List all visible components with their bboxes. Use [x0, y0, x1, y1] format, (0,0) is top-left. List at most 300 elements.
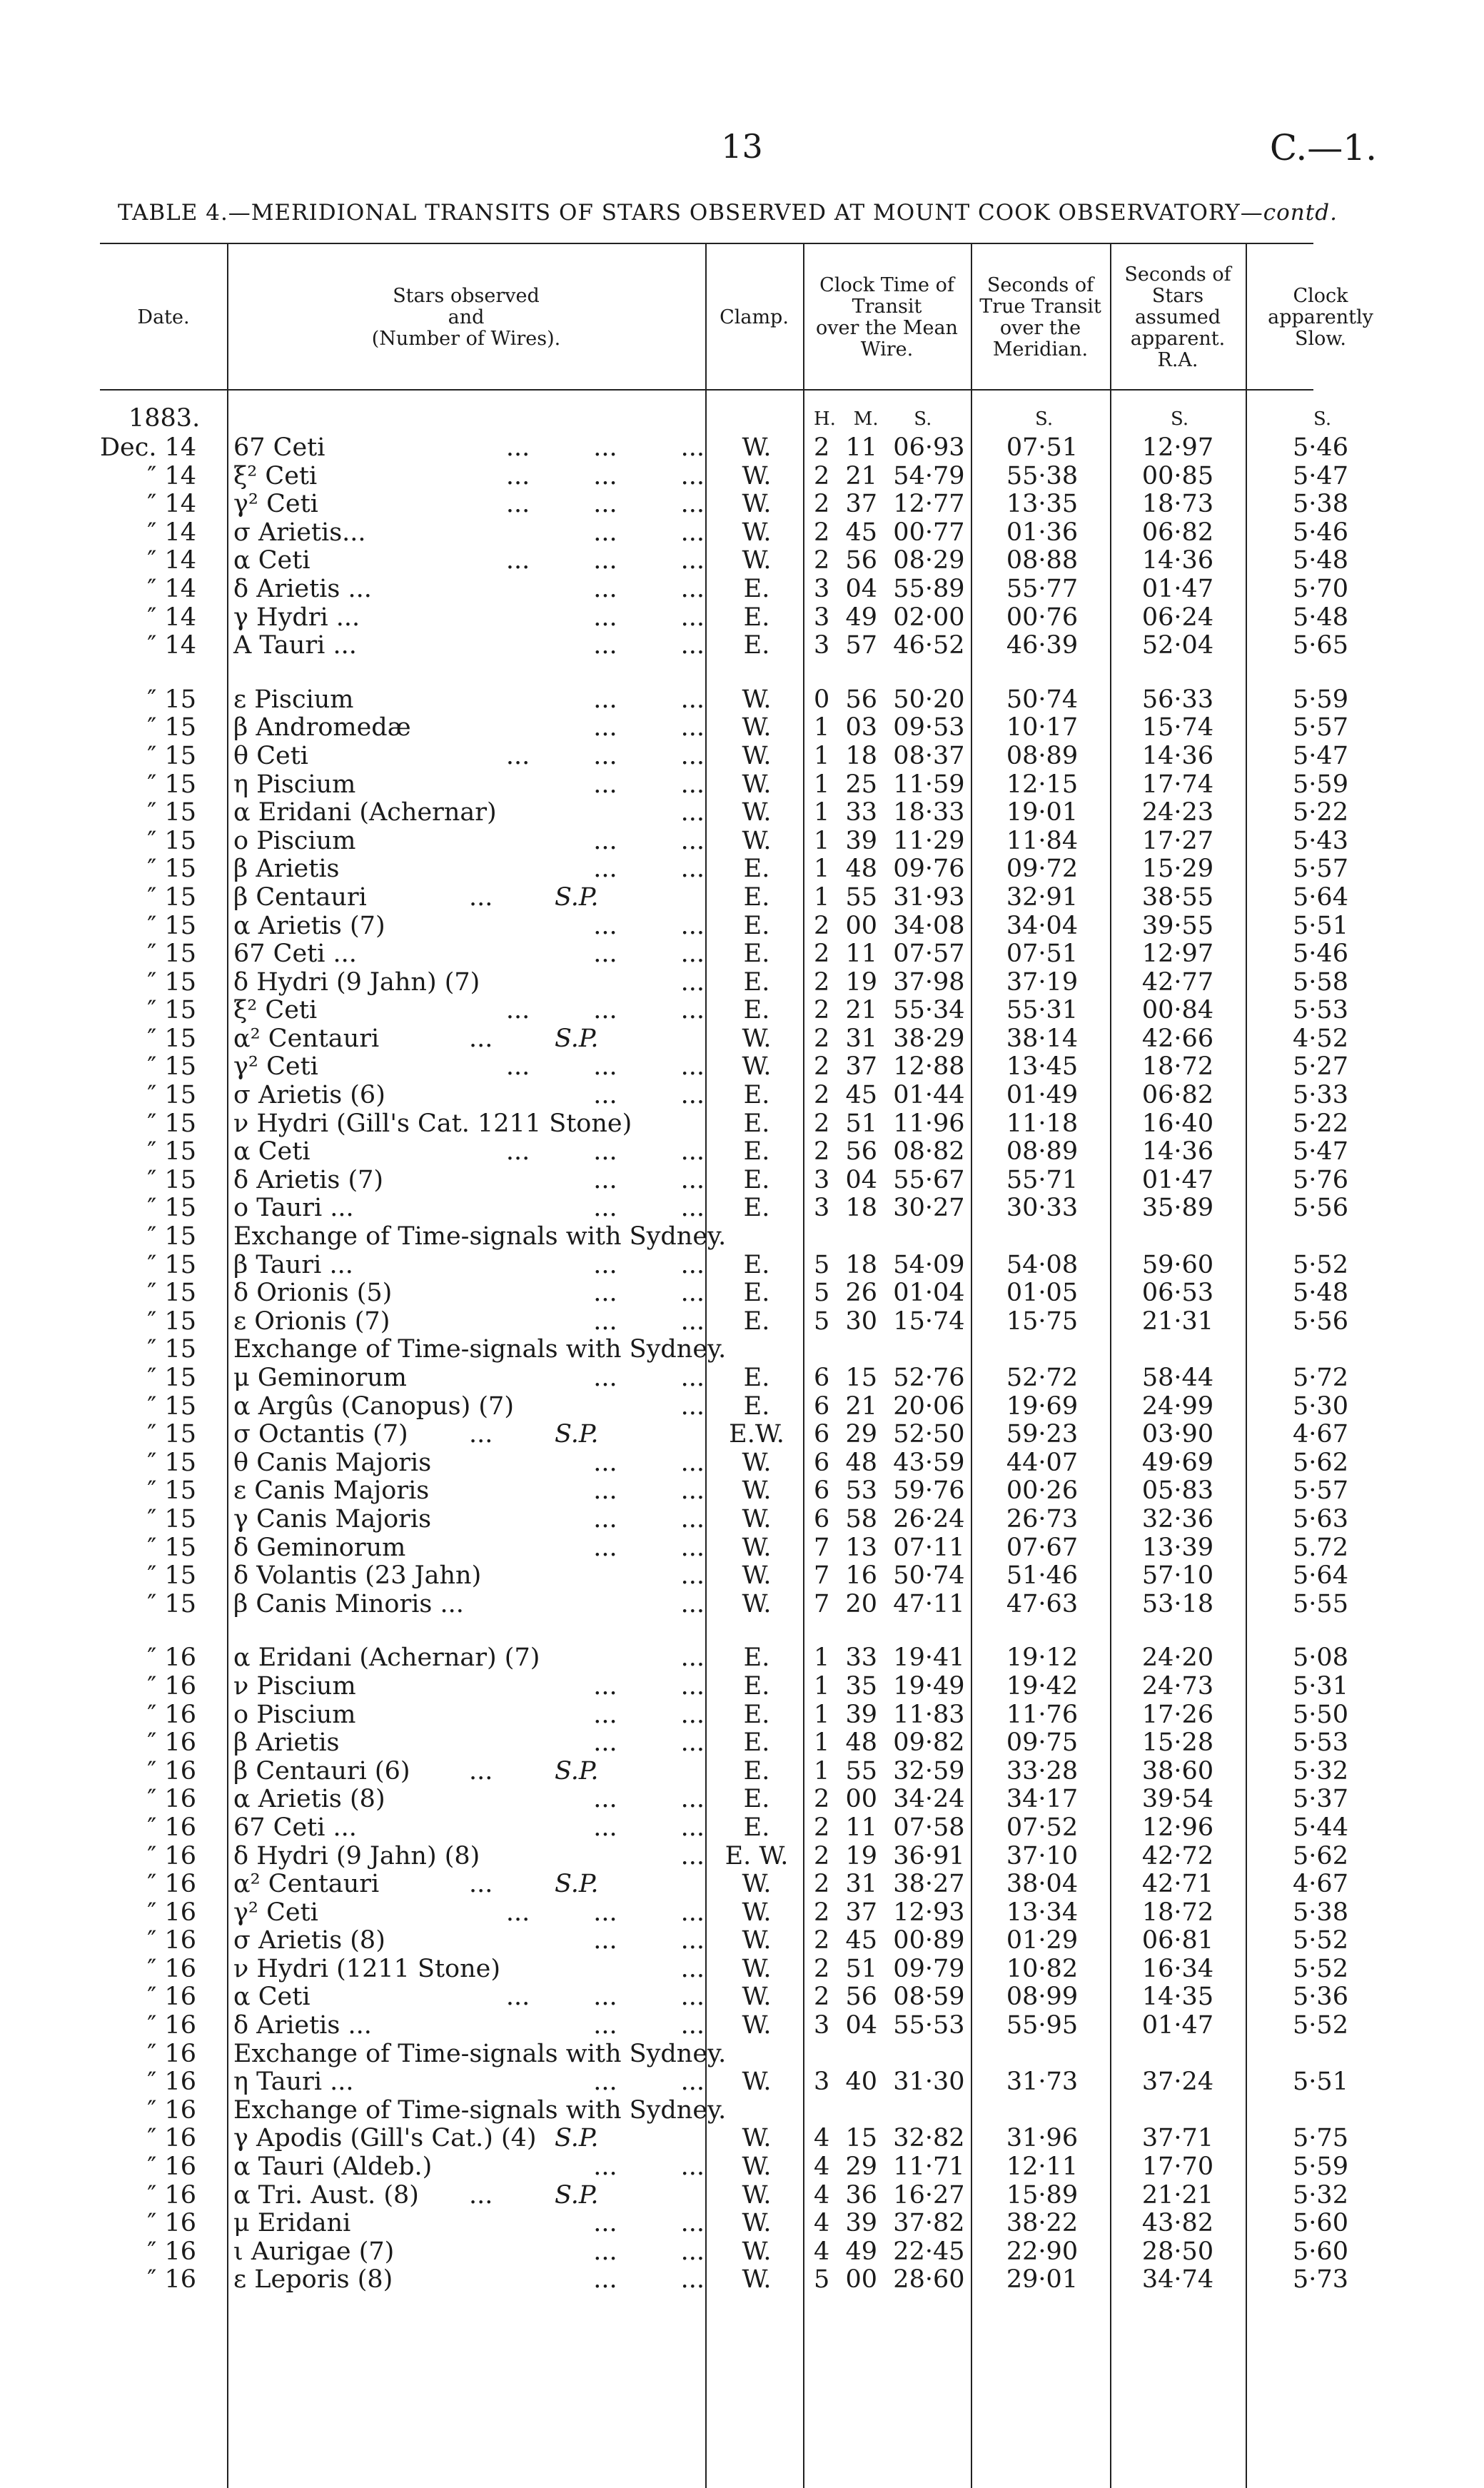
- ra-cell: 12·97: [1141, 940, 1214, 969]
- sub-polar-mark: S.P.: [555, 882, 599, 912]
- table-row: [100, 940, 1348, 969]
- leader-dots: ...: [680, 1561, 705, 1591]
- leader-dots: ...: [469, 1870, 493, 1899]
- exchange-note: Exchange of Time-signals with Sydney.: [233, 1335, 727, 1364]
- true-transit-cell: 07·51: [1006, 433, 1079, 462]
- date-cell: ″ 16: [147, 2152, 196, 2182]
- ra-cell: 53·18: [1141, 1589, 1214, 1618]
- ra-cell: 06·82: [1141, 1081, 1214, 1110]
- true-transit-cell: 15·75: [1006, 1306, 1079, 1336]
- clamp-cell: W.: [742, 1983, 772, 2012]
- clamp-cell: E.: [743, 1728, 770, 1758]
- true-transit-cell: 32·91: [1006, 882, 1079, 912]
- clock-cell: 2 21 54·79: [814, 461, 965, 490]
- true-transit-cell: 38·22: [1006, 2209, 1079, 2238]
- table-row: [100, 631, 1348, 660]
- date-cell: ″ 15: [147, 713, 196, 742]
- clamp-cell: W.: [742, 461, 772, 490]
- clamp-cell: E.: [743, 1785, 770, 1814]
- leader-dots: ... ...: [593, 1194, 705, 1223]
- clamp-cell: W.: [742, 1024, 772, 1053]
- ra-cell: 01·47: [1141, 2011, 1214, 2040]
- table-row: [100, 1448, 1348, 1478]
- true-transit-cell: 11·84: [1006, 826, 1079, 855]
- leader-dots: ... ... ...: [505, 996, 705, 1025]
- leader-dots: ... ... ...: [505, 1052, 705, 1082]
- slow-cell: 5·52: [1293, 1954, 1348, 1983]
- table-row: [100, 2209, 1348, 2238]
- ra-cell: 06·82: [1141, 518, 1214, 547]
- leader-dots: ...: [680, 1643, 705, 1673]
- star-cell: [233, 575, 705, 604]
- star-name: ν Hydri (Gill's Cat. 1211 Stone): [233, 1109, 632, 1138]
- leader-dots: ... ...: [593, 1700, 705, 1729]
- slow-cell: 5·36: [1293, 1983, 1348, 2012]
- clock-cell: 5 26 01·04: [814, 1279, 965, 1308]
- date-cell: ″ 14: [147, 546, 196, 575]
- date-cell: ″ 15: [147, 1391, 196, 1421]
- star-name: γ Apodis (Gill's Cat.) (4): [233, 2124, 537, 2153]
- clamp-cell: E.: [743, 1756, 770, 1786]
- true-transit-cell: 55·31: [1006, 996, 1079, 1025]
- table-row: [100, 685, 1348, 715]
- table-row: [100, 1109, 1348, 1139]
- true-transit-cell: 55·95: [1006, 2011, 1079, 2040]
- clamp-cell: E.: [743, 967, 770, 997]
- true-transit-cell: 50·74: [1006, 685, 1079, 714]
- leader-dots: ...: [680, 1589, 705, 1618]
- date-cell: ″ 15: [147, 1081, 196, 1110]
- star-name: 67 Ceti: [233, 433, 325, 462]
- table-row: [100, 996, 1348, 1025]
- leader-dots: ...: [680, 1841, 705, 1870]
- clamp-cell: E.: [743, 574, 770, 603]
- star-name: γ² Ceti: [233, 1052, 318, 1082]
- clamp-cell: E.: [743, 940, 770, 969]
- slow-cell: 5·43: [1293, 826, 1348, 855]
- slow-cell: 5·33: [1293, 1081, 1348, 1110]
- table-row: [100, 967, 1348, 997]
- true-transit-cell: 01·29: [1006, 1926, 1079, 1955]
- table-row: [100, 1476, 1348, 1506]
- ra-cell: 06·24: [1141, 603, 1214, 632]
- clamp-cell: E. W.: [725, 1841, 789, 1870]
- clamp-cell: W.: [742, 770, 772, 799]
- ra-cell: 12·96: [1141, 1813, 1214, 1842]
- leader-dots: ... ... ...: [505, 1898, 705, 1927]
- table-row: [100, 1081, 1348, 1110]
- table-row: [100, 1250, 1348, 1280]
- star-name: α Eridani (Achernar) (7): [233, 1643, 540, 1673]
- slow-cell: 5·46: [1293, 518, 1348, 547]
- ra-cell: 17·70: [1141, 2152, 1214, 2182]
- clock-cell: 3 04 55·67: [814, 1165, 965, 1194]
- table-row: [100, 882, 1348, 912]
- clamp-cell: W.: [742, 1533, 772, 1562]
- clock-cell: 3 04 55·89: [814, 574, 965, 603]
- clock-cell: 6 53 59·76: [814, 1476, 965, 1506]
- table-row: [100, 911, 1348, 941]
- date-cell: ″ 15: [147, 798, 196, 827]
- clock-cell: 2 19 37·98: [814, 967, 965, 997]
- slow-cell: 5·30: [1293, 1391, 1348, 1421]
- slow-cell: 5·57: [1293, 1476, 1348, 1506]
- table-row: [100, 1306, 1348, 1336]
- ra-cell: 37·71: [1141, 2124, 1214, 2153]
- star-name: ν Hydri (1211 Stone): [233, 1954, 501, 1983]
- slow-cell: 5·51: [1293, 911, 1348, 940]
- star-name: β Centauri (6): [233, 1756, 410, 1786]
- clamp-cell: E.: [743, 1364, 770, 1392]
- leader-dots: ... ...: [593, 603, 705, 632]
- clamp-cell: W.: [742, 1448, 772, 1477]
- slow-cell: 5·59: [1293, 2152, 1348, 2182]
- ra-cell: 38·60: [1141, 1756, 1214, 1786]
- leader-dots: ...: [469, 1756, 493, 1786]
- true-transit-cell: 38·04: [1006, 1870, 1079, 1899]
- star-name: ι Aurigae (7): [233, 2237, 395, 2266]
- note-row: [100, 2040, 1313, 2069]
- date-cell: ″ 14: [147, 631, 196, 660]
- table-row: [100, 2011, 1348, 2040]
- star-cell: [233, 2182, 705, 2210]
- clock-cell: 2 31 38·29: [814, 1024, 965, 1053]
- true-transit-cell: 34·04: [1006, 911, 1079, 940]
- slow-cell: 5·48: [1293, 546, 1348, 575]
- star-name: δ Volantis (23 Jahn): [233, 1561, 482, 1591]
- star-name: ε Piscium: [233, 685, 354, 714]
- leader-dots: ... ...: [593, 574, 705, 603]
- table-row: [100, 1052, 1348, 1082]
- unit-s-slow: S.: [1313, 408, 1332, 430]
- clock-cell: 4 49 22·45: [814, 2237, 965, 2266]
- slow-cell: 5·75: [1293, 2124, 1348, 2153]
- clock-cell: 3 40 31·30: [814, 2068, 965, 2097]
- table-row: [100, 713, 1348, 742]
- leader-dots: ...: [680, 798, 705, 827]
- ra-cell: 34·74: [1141, 2265, 1214, 2295]
- star-cell: [233, 2125, 705, 2153]
- star-cell: [233, 519, 705, 548]
- date-cell: ″ 15: [147, 1364, 196, 1392]
- clock-cell: 2 56 08·59: [814, 1983, 965, 2012]
- clock-cell: 1 48 09·76: [814, 855, 965, 884]
- clock-cell: 2 45 00·77: [814, 518, 965, 547]
- star-cell: [233, 1786, 705, 1814]
- clock-cell: 5 00 28·60: [814, 2265, 965, 2295]
- leader-dots: ... ...: [593, 826, 705, 855]
- star-name: ε Orionis (7): [233, 1306, 390, 1336]
- header-clock-text: Clock Time of Transit over the Mean Wire.: [816, 274, 958, 361]
- clock-cell: 2 00 34·08: [814, 911, 965, 940]
- true-transit-cell: 01·05: [1006, 1279, 1079, 1308]
- ra-cell: 58·44: [1141, 1364, 1214, 1392]
- star-name: σ Arietis (6): [233, 1081, 385, 1110]
- clock-cell: 2 37 12·88: [814, 1052, 965, 1082]
- true-transit-cell: 19·42: [1006, 1671, 1079, 1701]
- star-name: γ Canis Majoris: [233, 1504, 432, 1533]
- ra-cell: 14·36: [1141, 546, 1214, 575]
- star-name: ο Tauri ...: [233, 1194, 354, 1223]
- star-cell: [233, 1082, 705, 1110]
- clock-cell: 2 31 38·27: [814, 1870, 965, 1899]
- clock-cell: 1 03 09·53: [814, 713, 965, 742]
- star-cell: [233, 884, 705, 912]
- star-cell: [233, 1843, 705, 1871]
- table-row: [100, 1137, 1348, 1167]
- star-name: A Tauri ...: [233, 631, 357, 660]
- clamp-cell: W.: [742, 826, 772, 855]
- date-cell: ″ 16: [147, 1643, 196, 1673]
- clamp-cell: W.: [742, 1561, 772, 1591]
- table-row: [100, 741, 1348, 771]
- star-name: ο Piscium: [233, 1700, 356, 1729]
- clock-cell: 4 39 37·82: [814, 2209, 965, 2238]
- sub-polar-mark: S.P.: [555, 2124, 599, 2153]
- table-row: [100, 1165, 1348, 1195]
- table-row: [100, 1898, 1348, 1928]
- slow-cell: 5·47: [1293, 461, 1348, 490]
- ra-cell: 21·31: [1141, 1306, 1214, 1336]
- slow-cell: 5·63: [1293, 1504, 1348, 1533]
- ra-cell: 39·54: [1141, 1785, 1214, 1814]
- true-transit-cell: 08·88: [1006, 546, 1079, 575]
- true-transit-cell: 15·89: [1006, 2180, 1079, 2210]
- star-name: α² Centauri: [233, 1870, 380, 1899]
- clock-cell: 3 57 46·52: [814, 631, 965, 660]
- ra-cell: 42·71: [1141, 1870, 1214, 1899]
- star-cell: [233, 1870, 705, 1899]
- header-slow: [1246, 250, 1395, 386]
- star-name: σ Octantis (7): [233, 1420, 408, 1449]
- table-row: [100, 1504, 1348, 1534]
- table-top-rule: [100, 243, 1313, 244]
- date-cell: ″ 15: [147, 1222, 196, 1251]
- slow-cell: 5·53: [1293, 996, 1348, 1025]
- true-transit-cell: 12·15: [1006, 770, 1079, 799]
- star-cell: [233, 714, 705, 742]
- star-cell: [233, 1449, 705, 1478]
- leader-dots: ...: [680, 1391, 705, 1421]
- date-cell: Dec. 14: [100, 433, 197, 462]
- leader-dots: ... ...: [593, 1306, 705, 1336]
- true-transit-cell: 10·82: [1006, 1954, 1079, 1983]
- sub-polar-mark: S.P.: [555, 1420, 599, 1449]
- clock-cell: 0 56 50·20: [814, 685, 965, 714]
- star-cell: [233, 1644, 705, 1673]
- leader-dots: ... ...: [593, 1504, 705, 1533]
- clamp-cell: E.: [743, 1137, 770, 1167]
- clock-cell: 5 18 54·09: [814, 1250, 965, 1279]
- leader-dots: ...: [680, 967, 705, 997]
- star-name: θ Ceti: [233, 741, 308, 770]
- table-row: [100, 1643, 1348, 1673]
- date-cell: ″ 16: [147, 1870, 196, 1899]
- table-row: [100, 1841, 1348, 1871]
- clock-cell: 2 21 55·34: [814, 996, 965, 1025]
- clamp-cell: E.: [743, 631, 770, 660]
- clamp-cell: W.: [742, 1589, 772, 1618]
- date-cell: ″ 15: [147, 1279, 196, 1308]
- date-cell: ″ 15: [147, 741, 196, 770]
- true-transit-cell: 19·01: [1006, 798, 1079, 827]
- slow-cell: 5·51: [1293, 2068, 1348, 2097]
- unit-s-true: S.: [1035, 408, 1054, 430]
- true-transit-cell: 33·28: [1006, 1756, 1079, 1786]
- leader-dots: ... ... ...: [505, 461, 705, 490]
- leader-dots: ... ...: [593, 1476, 705, 1506]
- leader-dots: ... ...: [593, 1448, 705, 1477]
- date-cell: ″ 16: [147, 1728, 196, 1758]
- clamp-cell: E.W.: [729, 1420, 784, 1449]
- leader-dots: ... ...: [593, 911, 705, 940]
- clamp-cell: W.: [742, 741, 772, 770]
- star-name: β Arietis: [233, 855, 340, 884]
- true-transit-cell: 55·71: [1006, 1165, 1079, 1194]
- clamp-cell: E.: [743, 1643, 770, 1673]
- slow-cell: 5·70: [1293, 574, 1348, 603]
- star-name: ξ² Ceti: [233, 461, 318, 490]
- clock-cell: 6 29 52·50: [814, 1420, 965, 1449]
- true-transit-cell: 00·76: [1006, 603, 1079, 632]
- date-cell: ″ 15: [147, 1335, 196, 1364]
- note-row: [100, 2097, 1313, 2125]
- true-transit-cell: 55·38: [1006, 461, 1079, 490]
- star-name: 67 Ceti ...: [233, 1813, 357, 1842]
- clock-cell: 2 37 12·93: [814, 1898, 965, 1927]
- clamp-cell: W.: [742, 1926, 772, 1955]
- leader-dots: ... ...: [593, 2209, 705, 2238]
- date-cell: ″ 14: [147, 518, 196, 547]
- star-name: β Centauri: [233, 882, 367, 912]
- clamp-cell: W.: [742, 798, 772, 827]
- table-row: [100, 826, 1348, 856]
- table-row: [100, 1561, 1348, 1591]
- ra-cell: 15·74: [1141, 713, 1214, 742]
- table-title: [118, 200, 1338, 226]
- star-cell: [233, 997, 705, 1025]
- true-transit-cell: 19·12: [1006, 1643, 1079, 1673]
- ra-cell: 32·36: [1141, 1504, 1214, 1533]
- table-row: [100, 1279, 1348, 1308]
- leader-dots: ... ...: [593, 1081, 705, 1110]
- date-cell: ″ 15: [147, 1504, 196, 1533]
- clock-cell: 2 37 12·77: [814, 490, 965, 519]
- ra-cell: 18·73: [1141, 490, 1214, 519]
- clamp-cell: E.: [743, 1671, 770, 1701]
- slow-cell: 4·52: [1293, 1024, 1348, 1053]
- ra-cell: 15·28: [1141, 1728, 1214, 1758]
- clamp-cell: W.: [742, 1052, 772, 1082]
- star-name: δ Arietis ...: [233, 2011, 372, 2040]
- table-row: [100, 798, 1348, 827]
- ra-cell: 05·83: [1141, 1476, 1214, 1506]
- leader-dots: ... ... ...: [505, 546, 705, 575]
- star-cell: [233, 1673, 705, 1701]
- ra-cell: 06·53: [1141, 1279, 1214, 1308]
- star-name: α Eridani (Achernar): [233, 798, 497, 827]
- clamp-cell: W.: [742, 2265, 772, 2295]
- clamp-cell: E.: [743, 911, 770, 940]
- date-cell: ″ 15: [147, 967, 196, 997]
- ra-cell: 28·50: [1141, 2237, 1214, 2266]
- date-cell: ″ 15: [147, 1165, 196, 1194]
- date-cell: ″ 14: [147, 461, 196, 490]
- star-cell: [233, 434, 705, 463]
- header-clock: [803, 250, 971, 386]
- slow-cell: 5·38: [1293, 1898, 1348, 1927]
- table-title-main: TABLE 4.—MERIDIONAL TRANSITS OF STARS OBSERVED AT MOUNT COOK OBSERVATORY—: [118, 200, 1263, 226]
- table-row: [100, 461, 1348, 491]
- clock-cell: 1 48 09·82: [814, 1728, 965, 1758]
- sub-polar-mark: S.P.: [555, 2180, 599, 2210]
- ra-cell: 15·29: [1141, 855, 1214, 884]
- date-cell: ″ 15: [147, 1533, 196, 1562]
- clock-cell: 2 56 08·29: [814, 546, 965, 575]
- star-cell: [233, 1814, 705, 1843]
- star-name: ν Piscium: [233, 1671, 356, 1701]
- star-cell: [233, 1899, 705, 1928]
- star-name: η Tauri ...: [233, 2068, 354, 2097]
- table-row: [100, 2265, 1348, 2295]
- true-transit-cell: 46·39: [1006, 631, 1079, 660]
- note-row: [100, 1336, 1313, 1364]
- clock-cell: 2 11 07·58: [814, 1813, 965, 1842]
- star-cell: [233, 912, 705, 941]
- leader-dots: ... ...: [593, 518, 705, 547]
- clock-cell: 2 45 01·44: [814, 1081, 965, 1110]
- clock-cell: 2 51 11·96: [814, 1109, 965, 1138]
- section-gap: [100, 660, 1313, 686]
- star-cell: [233, 2210, 705, 2238]
- slow-cell: 5·76: [1293, 1165, 1348, 1194]
- star-cell: [233, 1729, 705, 1758]
- ra-cell: 35·89: [1141, 1194, 1214, 1223]
- star-cell: [233, 1701, 705, 1730]
- ra-cell: 01·47: [1141, 1165, 1214, 1194]
- clamp-cell: E.: [743, 996, 770, 1025]
- star-cell: [233, 1308, 705, 1336]
- true-transit-cell: 10·17: [1006, 713, 1079, 742]
- date-cell: ″ 16: [147, 1926, 196, 1955]
- star-cell: [233, 547, 705, 575]
- true-transit-cell: 52·72: [1006, 1364, 1079, 1392]
- unit-hms: H. M. S.: [814, 408, 932, 430]
- ra-cell: 39·55: [1141, 911, 1214, 940]
- leader-dots: ... ...: [593, 940, 705, 969]
- date-cell: ″ 15: [147, 1250, 196, 1279]
- star-cell: [233, 1393, 705, 1421]
- clamp-cell: E.: [743, 882, 770, 912]
- star-cell: [233, 1927, 705, 1955]
- clock-cell: 4 29 11·71: [814, 2152, 965, 2182]
- star-cell: [233, 1591, 705, 1619]
- star-name: β Canis Minoris ...: [233, 1589, 464, 1618]
- clock-cell: 1 18 08·37: [814, 741, 965, 770]
- date-cell: ″ 15: [147, 1109, 196, 1138]
- table-row: [100, 1420, 1348, 1449]
- clamp-cell: E.: [743, 603, 770, 632]
- slow-cell: 5·55: [1293, 1589, 1348, 1618]
- star-cell: [233, 1167, 705, 1195]
- star-name: β Andromedæ: [233, 713, 411, 742]
- ra-cell: 06·81: [1141, 1926, 1214, 1955]
- table-row: [100, 1954, 1348, 1984]
- clamp-cell: E.: [743, 1109, 770, 1138]
- date-cell: ″ 16: [147, 2095, 196, 2125]
- ra-cell: 24·99: [1141, 1391, 1214, 1421]
- leader-dots: ... ...: [593, 2152, 705, 2182]
